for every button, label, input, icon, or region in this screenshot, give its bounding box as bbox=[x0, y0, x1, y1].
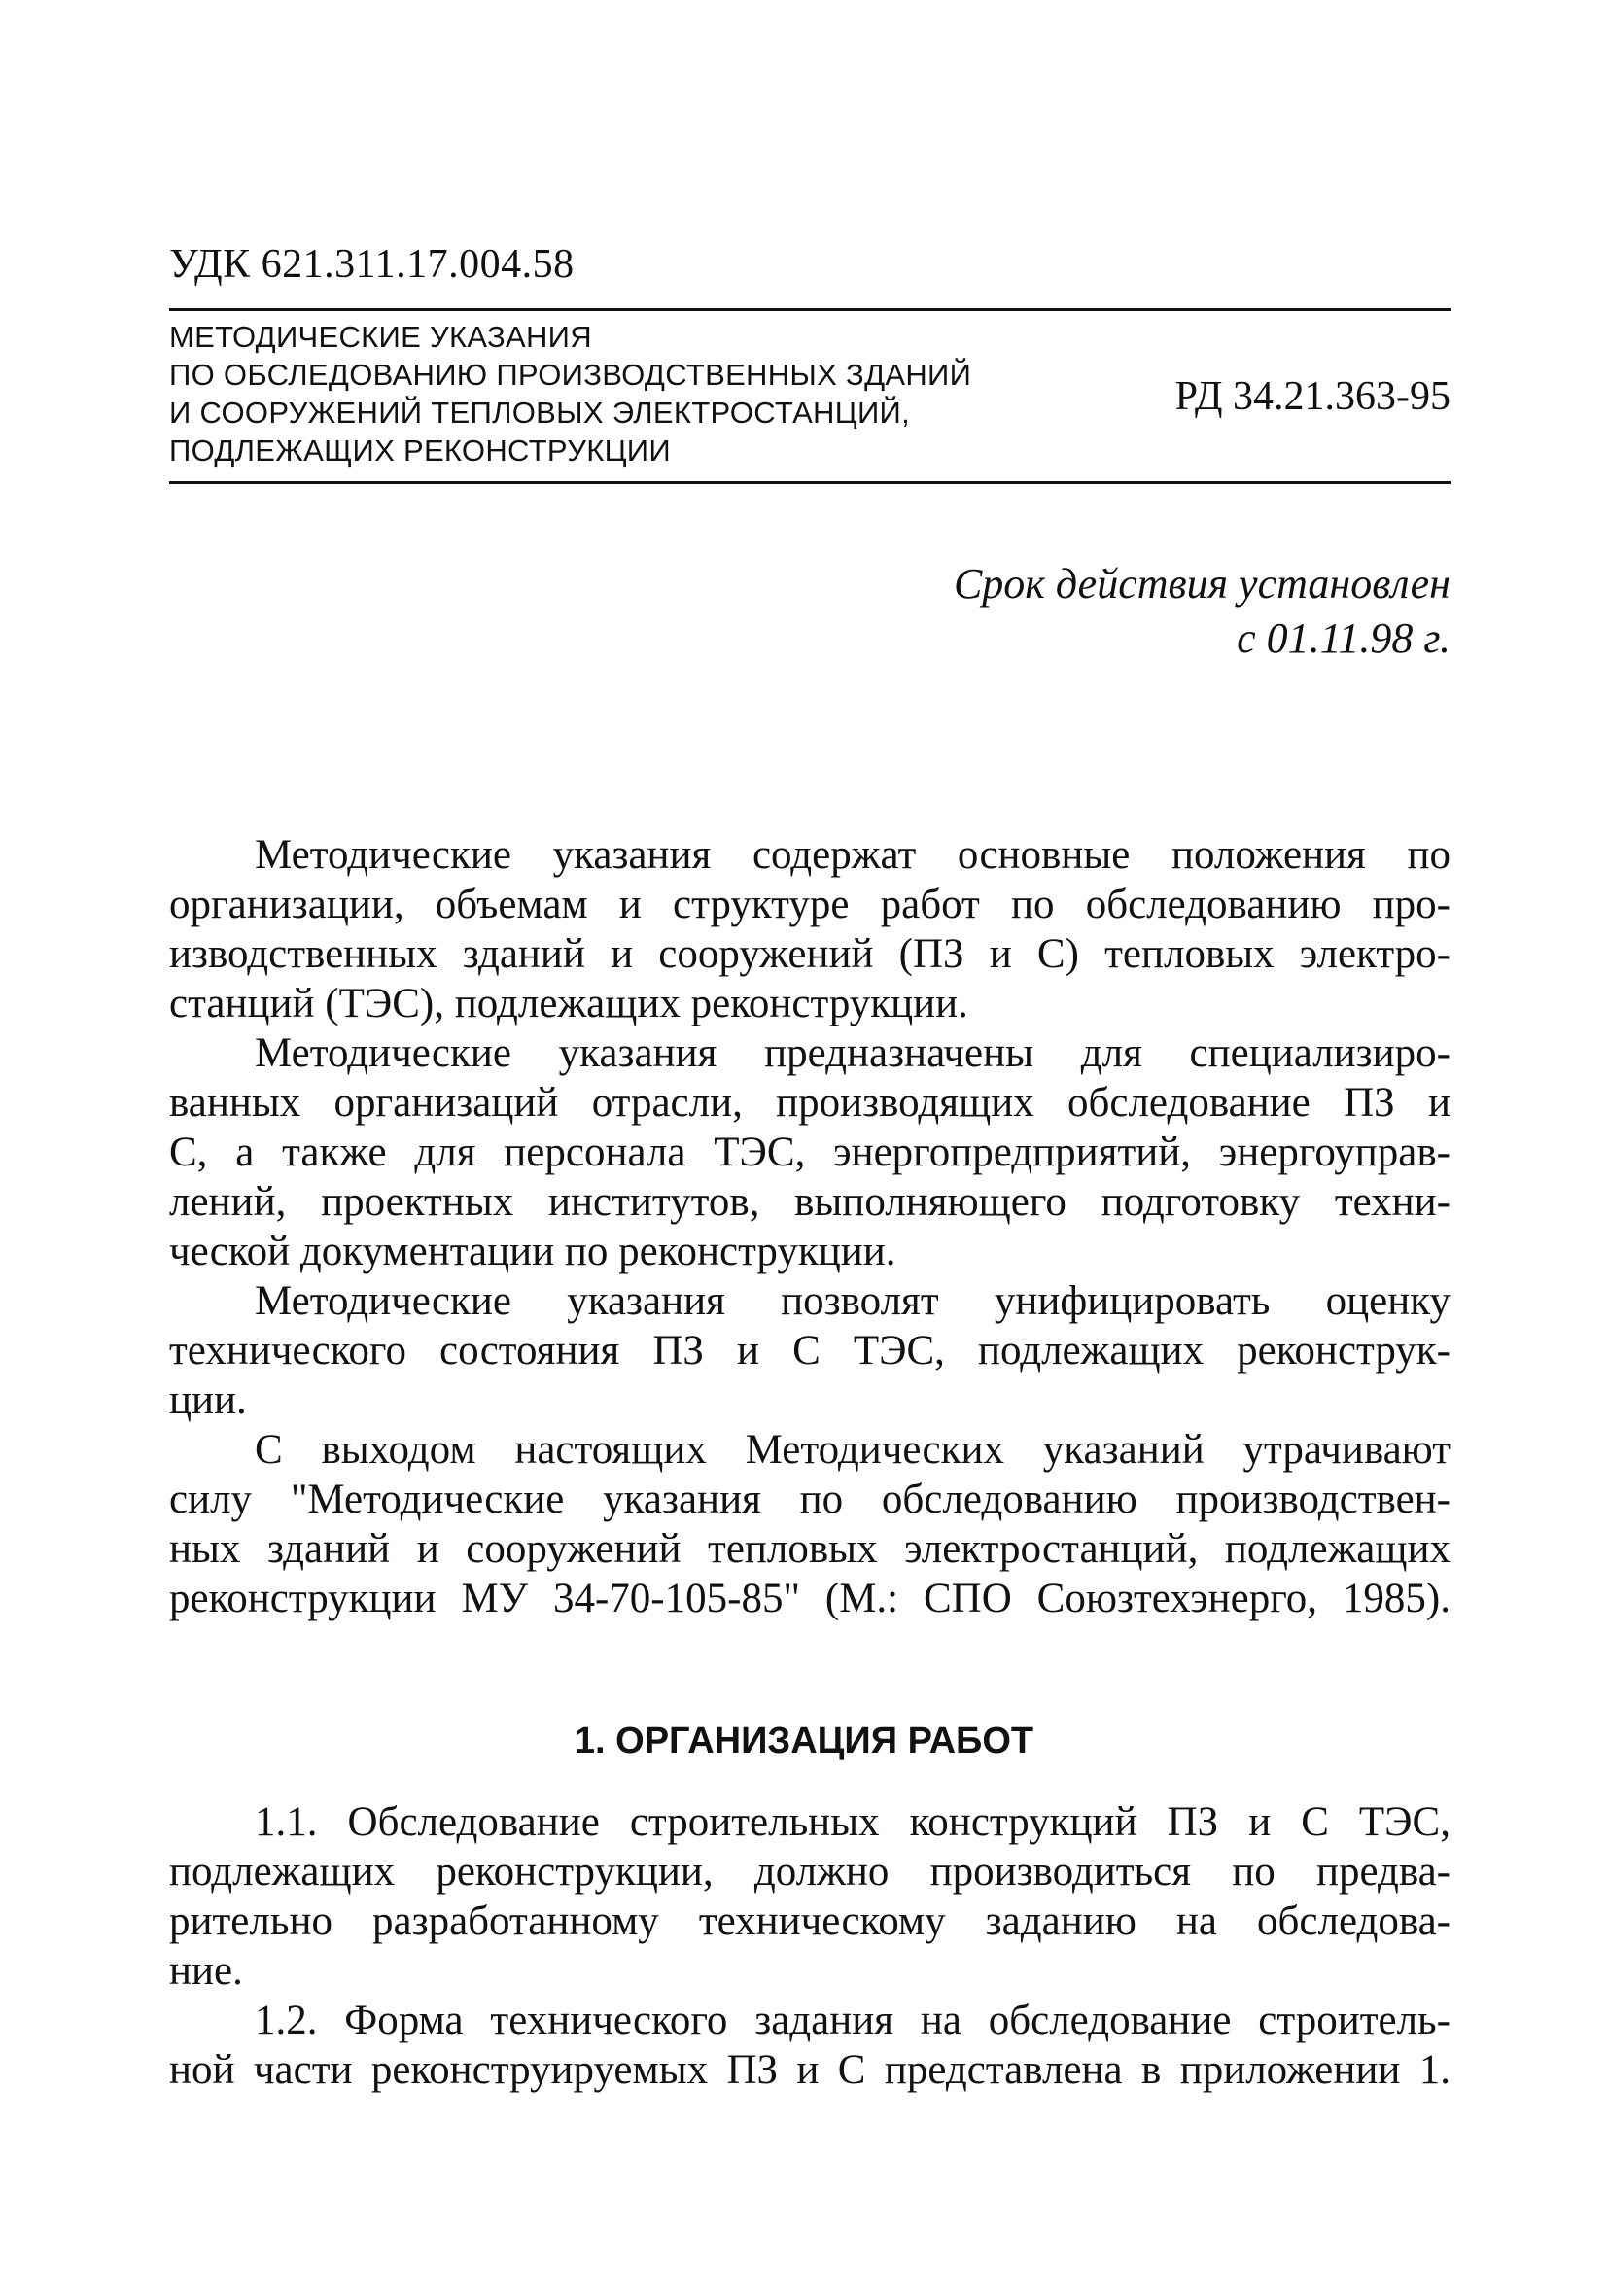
intro-p2-line: Методические указания предназначены для специализиро- bbox=[255, 1030, 1451, 1076]
intro-p3-line: ции. bbox=[169, 1377, 247, 1423]
document-title-line: ПО ОБСЛЕДОВАНИЮ ПРОИЗВОДСТВЕННЫХ ЗДАНИЙ bbox=[169, 358, 972, 392]
intro-p2-line: ванных организаций отрасли, производящих обследование ПЗ и bbox=[169, 1080, 1451, 1126]
section-heading: 1. ОРГАНИЗАЦИЯ РАБОТ bbox=[574, 1721, 1034, 1761]
document-title bbox=[169, 318, 1044, 470]
intro-p2-line: ческой документации по реконструкции. bbox=[169, 1229, 896, 1274]
document-code: РД 34.21.363-95 bbox=[1174, 374, 1451, 419]
clause-1-1-line: 1.1. Обследование строительных конструкций ПЗ и С ТЭС, bbox=[255, 1799, 1451, 1845]
intro-p4-line: С выходом настоящих Методических указаний утрачивают bbox=[255, 1427, 1451, 1473]
intro-p3-line: технического состояния ПЗ и С ТЭС, подлежащих реконструк- bbox=[169, 1328, 1451, 1374]
validity-line: Срок действия установлен bbox=[953, 560, 1451, 608]
intro-p4-line: реконструкции МУ 34-70-105-85" (М.: СПО Союзтехэнерго, 1985). bbox=[169, 1576, 1451, 1621]
clause-1-2-line: ной части реконструируемых ПЗ и С представлена в приложении 1. bbox=[169, 2047, 1451, 2093]
intro-p2-line: С, а также для персонала ТЭС, энергопредприятий, энергоуправ- bbox=[169, 1130, 1451, 1175]
clause-1-1-line: ние. bbox=[169, 1948, 243, 1994]
intro-p1-line: организации, объемам и структуре работ по обследованию про- bbox=[169, 882, 1451, 927]
header-bottom-rule bbox=[169, 481, 1451, 484]
intro-p4-line: ных зданий и сооружений тепловых электростанций, подлежащих bbox=[169, 1526, 1451, 1572]
udk-code: УДК 621.311.17.004.58 bbox=[169, 242, 575, 287]
clause-1-1-line: рительно разработанному техническому заданию на обследова- bbox=[169, 1898, 1451, 1944]
intro-p1-line: изводственных зданий и сооружений (ПЗ и С) тепловых электро- bbox=[169, 931, 1451, 977]
intro-p3-line: Методические указания позволят унифицировать оценку bbox=[255, 1278, 1451, 1324]
document-title-line: ПОДЛЕЖАЩИХ РЕКОНСТРУКЦИИ bbox=[169, 434, 671, 468]
document-title-line: МЕТОДИЧЕСКИЕ УКАЗАНИЯ bbox=[169, 320, 592, 354]
validity-date: с 01.11.98 г. bbox=[1237, 614, 1451, 662]
validity-note bbox=[954, 557, 1451, 666]
intro-p4-line: силу "Методические указания по обследованию производствен- bbox=[169, 1477, 1451, 1522]
clause-1-1-line: подлежащих реконструкции, должно производиться по предва- bbox=[169, 1849, 1451, 1895]
intro-p1-line: Методические указания содержат основные положения по bbox=[255, 832, 1451, 878]
intro-p2-line: лений, проектных институтов, выполняющего подготовку техни- bbox=[169, 1179, 1451, 1225]
clause-1-2-line: 1.2. Форма технического задания на обследование строитель- bbox=[255, 1998, 1451, 2043]
intro-p1-line: станций (ТЭС), подлежащих реконструкции. bbox=[169, 981, 968, 1026]
document-title-line: И СООРУЖЕНИЙ ТЕПЛОВЫХ ЭЛЕКТРОСТАНЦИЙ, bbox=[169, 396, 911, 430]
header-top-rule bbox=[169, 308, 1451, 311]
